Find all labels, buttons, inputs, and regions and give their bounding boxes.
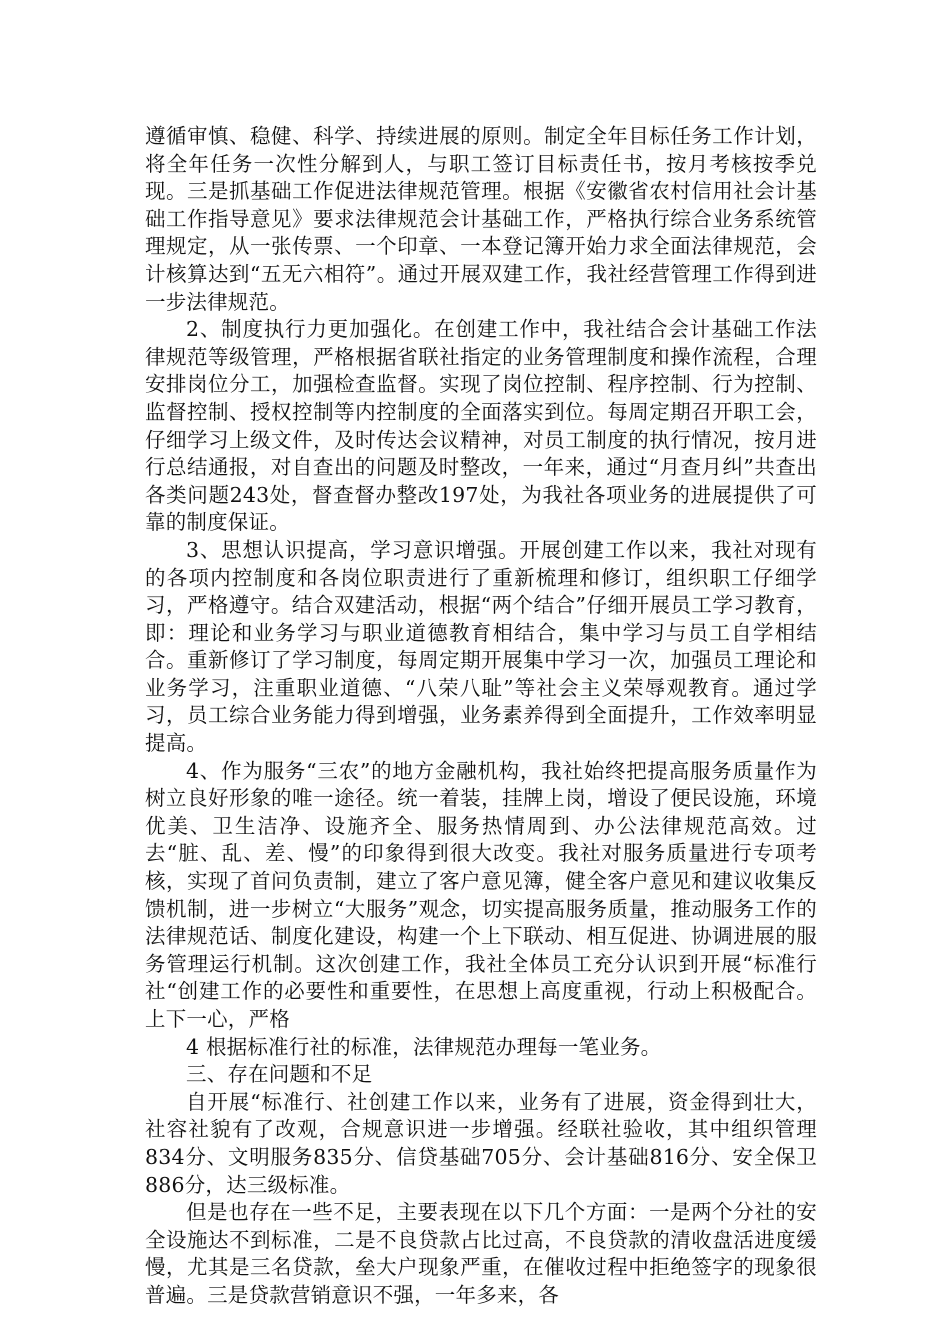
paragraph: 但是也存在一些不足，主要表现在以下几个方面：一是两个分社的安全设施达不到标准，二是不良贷款占比过高，不良贷款的清收盘活进度缓慢，尤其是三名贷款，垒大户现象严重，在催收过程中拒绝签字的现象很普遍。三是贷款营销意识不强，一年多来，各 <box>145 1200 817 1307</box>
document-body <box>145 123 817 1310</box>
paragraph: 2、制度执行力更加强化。在创建工作中，我社结合会计基础工作法律规范等级管理，严格根据省联社指定的业务管理制度和操作流程，合理安排岗位分工，加强检查监督。实现了岗位控制、程序控制、行为控制、监督控制、授权控制等内控制度的全面落实到位。每周定期召开职工会，仔细学习上级文件，及时传达会议精神，对员工制度的执行情况，按月进行总结通报，对自查出的问题及时整改，一年来，通过“月查月纠”共查出各类问题243处，督查督办整改197处，为我社各项业务的进展提供了可靠的制度保证。 <box>145 317 817 535</box>
paragraph: 4、作为服务“三农”的地方金融机构，我社始终把提高服务质量作为树立良好形象的唯一途径。统一着装，挂牌上岗，增设了便民设施，环境优美、卫生洁净、设施齐全、服务热情周到、办公法律规范高效。过去“脏、乱、差、慢”的印象得到很大改变。我社对服务质量进行专项考核，实现了首问负责制，建立了客户意见簿，健全客户意见和建议收集反馈机制，进一步树立“大服务”观念，切实提高服务质量，推动服务工作的法律规范话、制度化建设，构建一个上下联动、相互促进、协调进展的服务管理运行机制。这次创建工作，我社全体员工充分认识到开展“标准行社“创建工作的必要性和重要性，在思想上高度重视，行动上积极配合。上下一心，严格 <box>145 758 817 1031</box>
paragraph: 4 根据标准行社的标准，法律规范办理每一笔业务。 <box>186 1034 662 1059</box>
section-heading: 三、存在问题和不足 <box>186 1062 373 1087</box>
paragraph: 3、思想认识提高，学习意识增强。开展创建工作以来，我社对现有的各项内控制度和各岗位职责进行了重新梳理和修订，组织职工仔细学习，严格遵守。结合双建活动，根据“两个结合”仔细开展员工学习教育，即：理论和业务学习与职业道德教育相结合，集中学习与员工自学相结合。重新修订了学习制度，每周定期开展集中学习一次，加强员工理论和业务学习，注重职业道德、“八荣八耻”等社会主义荣辱观教育。通过学习，员工综合业务能力得到增强，业务素养得到全面提升，工作效率明显提高。 <box>145 537 817 756</box>
paragraph: 自开展“标准行、社创建工作以来，业务有了进展，资金得到壮大，社容社貌有了改观，合规意识进一步增强。经联社验收，其中组织管理834分、文明服务835分、信贷基础705分、会计基础816分、安全保卫886分，达三级标准。 <box>145 1089 817 1197</box>
paragraph: 遵循审慎、稳健、科学、持续进展的原则。制定全年目标任务工作计划，将全年任务一次性分解到人，与职工签订目标责任书，按月考核按季兑现。三是抓基础工作促进法律规范管理。根据《安徽省农村信用社会计基础工作指导意见》要求法律规范会计基础工作，严格执行综合业务系统管理规定，从一张传票、一个印章、一本登记簿开始力求全面法律规范，会计核算达到“五无六相符”。通过开展双建工作，我社经营管理工作得到进一步法律规范。 <box>145 124 817 314</box>
